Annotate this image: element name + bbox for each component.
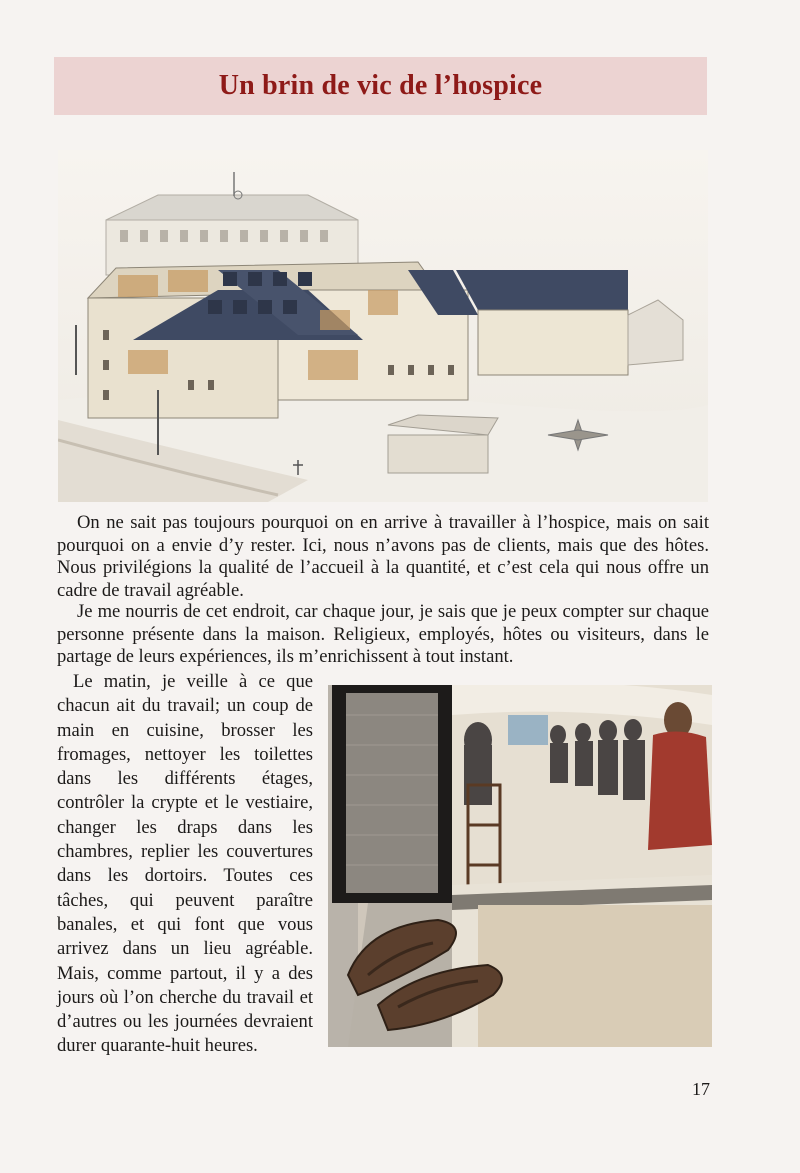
second-paragraph [57, 601, 709, 669]
title-band [54, 57, 707, 115]
intro-paragraph [57, 512, 709, 602]
paragraph-3: Le matin, je veille à ce que chacun ait du travail; un coup de main en cuisine, brosser les fromages, nettoyer les toilettes dans les différents étages, contrôler la crypte et le vestiaire, changer les draps dans les chambres, replier les couvertures dans les dortoirs. Toutes ces tâches, qui peuvent paraître banales, et qui font que vous arrivez dans un lieu agréable. Mais, comme partout, il y a des jours où l’on cherche du travail et d’autres ou les journées devraient durer quarante-huit heures. [57, 671, 313, 1057]
chapel-slippers-photo [328, 685, 712, 1047]
page-title: Un brin de vic de l’hospice [218, 70, 543, 101]
page-number: 17 [692, 1079, 710, 1099]
paragraph-1: On ne sait pas toujours pourquoi on en arrive à travailler à l’hospice, mais on sait pourquoi on a envie d’y rester. Ici, nous n’avons pas de clients, mais que des hôtes. Nous privilégions la qualité de l’accueil à la quantité, et c’est cela qui nous offre un cadre de travail agréable. [57, 512, 709, 601]
column-paragraph [57, 670, 313, 1059]
hospice-cutaway-illustration [58, 150, 708, 502]
paragraph-2: Je me nourris de cet endroit, car chaque jour, je sais que je peux compter sur chaque personne présente dans la maison. Religieux, employés, hôtes ou visiteurs, dans le partage de leurs expériences, ils m’enrichissent à tout instant. [57, 601, 709, 668]
